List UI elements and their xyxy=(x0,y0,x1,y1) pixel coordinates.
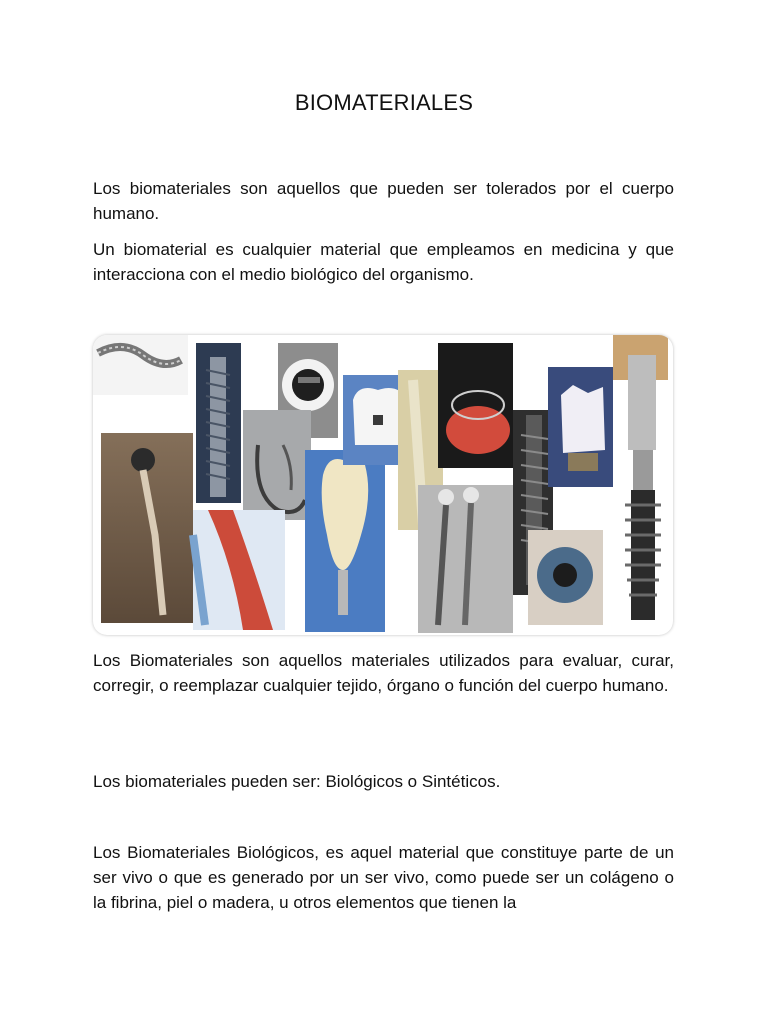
surgical-suture-image xyxy=(243,410,311,520)
intraocular-lens-image xyxy=(438,343,513,468)
paragraph-definition: Un biomaterial es cualquier material que empleamos en medicina y que interacciona con el medio biológico del organismo. xyxy=(93,240,674,284)
vascular-stent-image xyxy=(93,335,188,395)
tissue-sample-image xyxy=(193,510,285,630)
page-title: BIOMATERIALES xyxy=(294,90,474,115)
paragraph-biological: Los Biomateriales Biológicos, es aquel material que constituye parte de un ser vivo o que es generado por un ser vivo, como puede ser un colágeno o la fibrina, piel o madera, u otros elementos que tienen la xyxy=(93,843,674,912)
biomaterials-collage xyxy=(93,335,673,635)
artificial-tooth-image xyxy=(305,450,385,632)
dental-implant-abutment-image xyxy=(613,335,668,620)
hip-stem-implants-image xyxy=(418,485,513,633)
paragraph-types: Los biomateriales pueden ser: Biológicos o Sintéticos. xyxy=(93,772,501,791)
bone-screw-image xyxy=(196,343,241,503)
paragraph-purpose: Los Biomateriales son aquellos materiales utilizados para evaluar, curar, corregir, o reemplazar cualquier tejido, órgano o función del cuerpo humano. xyxy=(93,651,674,695)
paragraph-intro: Los biomateriales son aquellos que pueden ser tolerados por el cuerpo humano. xyxy=(93,179,674,223)
ceramic-crown-image xyxy=(548,367,613,487)
eye-iris-image xyxy=(528,530,603,625)
hip-prosthesis-image xyxy=(101,433,193,623)
